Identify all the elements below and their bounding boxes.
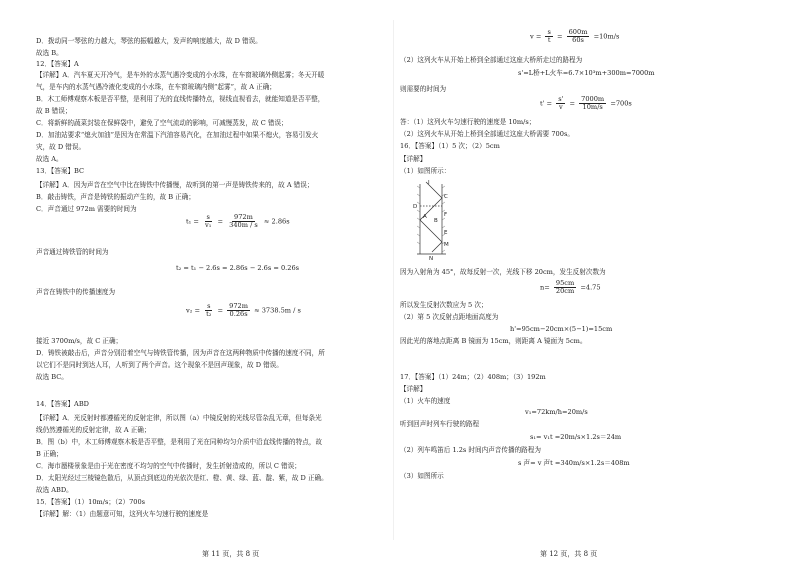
text-line: D．太阳光经过三棱镜色散后，从顶点到底边的光依次是红、橙、黄、绿、蓝、靛、紫，故 D 正确。 — [36, 474, 328, 482]
numerator: 95cm — [555, 279, 575, 287]
denominator: v₁ — [205, 221, 212, 229]
text-line: 故 B 错误； — [36, 107, 72, 115]
equation-t2: t₂ = t₁ − 2.6s = 2.86s − 2.6s = 0.26s — [176, 264, 300, 272]
numerator: s — [547, 28, 551, 36]
numerator: 972m — [229, 302, 248, 310]
figure-label: B — [434, 218, 438, 224]
equation-v2 — [186, 303, 301, 318]
page-footer: 第 11 页，共 8 页 — [202, 550, 260, 558]
text-line: C．海市蜃楼景象是由于光在密度不均匀的空气中传播时，发生折射造成的，所以 C 错误； — [36, 462, 301, 470]
text-line: B．图（b）中，木工师傅观察木板是否平整，是利用了光在同种均匀介质中沿直线传播的特点，故 — [36, 438, 323, 446]
text-line: 气，是车内的水蒸气遇冷液化变成的小水珠，在车窗玻璃内侧“起雾”，故 A 正确； — [36, 83, 276, 91]
eq-mid: = — [217, 217, 224, 226]
numerator: s — [206, 213, 210, 221]
text-line: 【详解】 — [400, 385, 427, 393]
question-13-answer: 13．【答案】BC — [36, 167, 85, 175]
figure-label: F — [444, 212, 448, 218]
page-divider — [393, 20, 394, 540]
text-line: C．声音通过 972m 需要的时间为 — [36, 205, 137, 213]
text-line: B．敲击铸铁，声音是铸铁的振动产生的，故 B 正确； — [36, 193, 195, 201]
denominator: 340m / s — [229, 221, 258, 229]
text-line: 声音在铸铁中的传播速度为 — [36, 288, 116, 296]
text-line: B．木工师傅观察木板是否平整，是利用了光的直线传播特点，视线直视看去，就能知道是否平整， — [36, 95, 325, 103]
eq-mid: = — [556, 32, 563, 41]
fraction — [554, 280, 576, 295]
eq-lhs: t' = — [540, 99, 553, 108]
fraction — [203, 214, 213, 229]
equation-n — [540, 280, 601, 295]
figure-label: N — [429, 256, 434, 260]
numerator: s — [207, 302, 211, 310]
question-17-answer: 17．【答案】（1）24m；（2）408m；（3）192m — [400, 373, 546, 381]
eq-mid: = — [217, 306, 224, 315]
figure-label: A — [423, 214, 427, 220]
denominator: v — [558, 103, 563, 111]
eq-result: =700s — [610, 99, 632, 108]
text-line: D．拨动同一琴弦的力越大，琴弦的振幅越大，发声的响度越大，故 D 错误。 — [36, 37, 262, 45]
fraction — [579, 96, 606, 111]
text-line: C．将新鲜的蔬菜封装在保鲜袋中，避免了空气流动的影响，可减慢蒸发，故 C 错误； — [36, 119, 288, 127]
equation-time — [540, 96, 632, 111]
equation-height: h'=95cm−20cm×(5−1)=15cm — [510, 325, 613, 333]
eq-result: =4.75 — [580, 283, 601, 292]
fraction — [227, 214, 260, 229]
text-line: （3）如图所示 — [400, 472, 444, 480]
eq-result: =10m/s — [593, 32, 620, 41]
text-line: 声音通过铸铁管的时间为 — [36, 248, 109, 256]
text-line: 则需要的时间为 — [400, 85, 447, 93]
text-line: （2）第 5 次反射点距地面高度为 — [400, 313, 499, 321]
text-line: 【详解】A．因为声音在空气中比在铸铁中传播慢，故听到的第一声是铸铁传来的，故 A 错误； — [36, 181, 314, 189]
question-12-answer: 12．【答案】A — [36, 60, 79, 68]
numerator: s' — [558, 95, 564, 103]
text-line: B 正确； — [36, 450, 63, 458]
text-line: 【详解】A．汽车夏天开冷气，是车外的水蒸气遇冷变成的小水珠，在车窗玻璃外侧起雾；冬天开暖 — [36, 71, 325, 79]
equation-t1 — [186, 214, 290, 229]
text-line: （1）如图所示： — [400, 167, 451, 175]
text-line: 【详解】 — [400, 155, 427, 163]
text-line: 所以发生反射次数应为 5 次； — [400, 301, 488, 309]
denominator: 10m/s — [582, 103, 603, 111]
equation-path: s'=L桥+L火车=6.7×10³m+300m=7000m — [518, 69, 655, 77]
numerator: 600m — [568, 28, 588, 36]
equation-s1: s₁= v₁t =20m/s×1.2s＝24m — [530, 433, 622, 441]
text-line: 答：（1）这列火车匀速行驶的速度是 10m/s； — [400, 118, 536, 126]
figure-label: E — [444, 230, 448, 236]
left-page — [36, 0, 386, 562]
text-line: 听到回声时列车行驶的路程 — [400, 420, 480, 428]
numerator: 972m — [234, 213, 253, 221]
numerator: 7000m — [581, 95, 605, 103]
text-line: （1）火车的速度 — [400, 397, 451, 405]
fraction — [567, 29, 590, 44]
text-line: D．铸铁被敲击后，声音分别沿着空气与铸铁管传播，因为声音在这两种物质中传播的速度不同，所 — [36, 349, 325, 357]
text-line: 以它们不是同时到达人耳，人听到了两个声音。这个现象不是回声现象，故 D 错误。 — [36, 361, 283, 369]
equation-v — [530, 29, 619, 44]
eq-lhs: v = — [530, 32, 542, 41]
denominator: 60s — [572, 36, 584, 44]
text-line: 故选 ABD。 — [36, 486, 73, 494]
denominator: 20cm — [555, 287, 575, 295]
denominator: t — [547, 36, 551, 44]
fraction — [204, 303, 213, 318]
text-line: D．加油站要求“熄火加油”是因为在常温下汽油容易汽化，在加油过程中如果不熄火，容易引发火 — [36, 131, 319, 139]
page-footer: 第 12 页，共 8 页 — [540, 550, 598, 558]
eq-result: ≈ 3738.5m / s — [254, 306, 301, 315]
eq-lhs: v₂ = — [186, 306, 200, 315]
text-line: 故选 B。 — [36, 49, 63, 57]
figure-label: D — [413, 204, 418, 210]
text-line: 【详解】A．光反射时都遵循光的反射定律，所以图（a）中镜反射的光线尽管杂乱无章，但每条光 — [36, 414, 322, 422]
text-line: （2）这列火车从开始上桥到全部通过这座大桥需要 700s。 — [400, 130, 574, 138]
fraction — [545, 29, 552, 44]
text-line: 故选 BC。 — [36, 373, 68, 381]
denominator: t₂ — [206, 310, 212, 318]
denominator: 0.26s — [229, 310, 248, 318]
mirror-reflection-figure — [402, 176, 466, 260]
right-page — [400, 0, 760, 562]
question-16-answer: 16．【答案】（1）5 次；（2）5cm — [400, 142, 500, 150]
text-line: 接近 3700m/s，故 C 正确； — [36, 337, 123, 345]
eq-result: ≈ 2.86s — [263, 217, 290, 226]
equation-s2: s 声= v 声t =340m/s×1.2s＝408m — [518, 459, 630, 467]
figure-label: M — [444, 242, 449, 248]
text-line: （2）列车鸣笛后 1.2s 时间内声音传播的路程为 — [400, 446, 541, 454]
text-line: 灾，故 D 错误。 — [36, 143, 86, 151]
figure-label: C — [444, 194, 448, 200]
text-line: 因此光的落地点距离 B 镜面为 15cm，则距离 A 镜面为 5cm。 — [400, 337, 587, 345]
text-line: 故选 A。 — [36, 155, 63, 163]
question-15-answer: 15．【答案】（1）10m/s；（2）700s — [36, 498, 146, 506]
text-line: 【详解】解：（1）由题意可知，这列火车匀速行驶的速度是 — [36, 510, 209, 518]
question-14-answer: 14．【答案】ABD — [36, 400, 89, 408]
text-line: 线仍然遵循光的反射定律，故 A 正确； — [36, 426, 151, 434]
eq-lhs: n= — [540, 283, 550, 292]
text-line: 因为入射角为 45°，故每反射一次，光线下移 20cm，发生反射次数为 — [400, 268, 606, 276]
equation-v1: v₁=72km/h=20m/s — [525, 408, 588, 416]
figure-label: I — [428, 180, 430, 186]
text-line: （2）这列火车从开始上桥到全部通过这座大桥所走过的路程为 — [400, 56, 583, 64]
fraction — [227, 303, 250, 318]
eq-lhs: t₁ = — [186, 217, 199, 226]
eq-mid: = — [569, 99, 576, 108]
fraction — [556, 96, 565, 111]
